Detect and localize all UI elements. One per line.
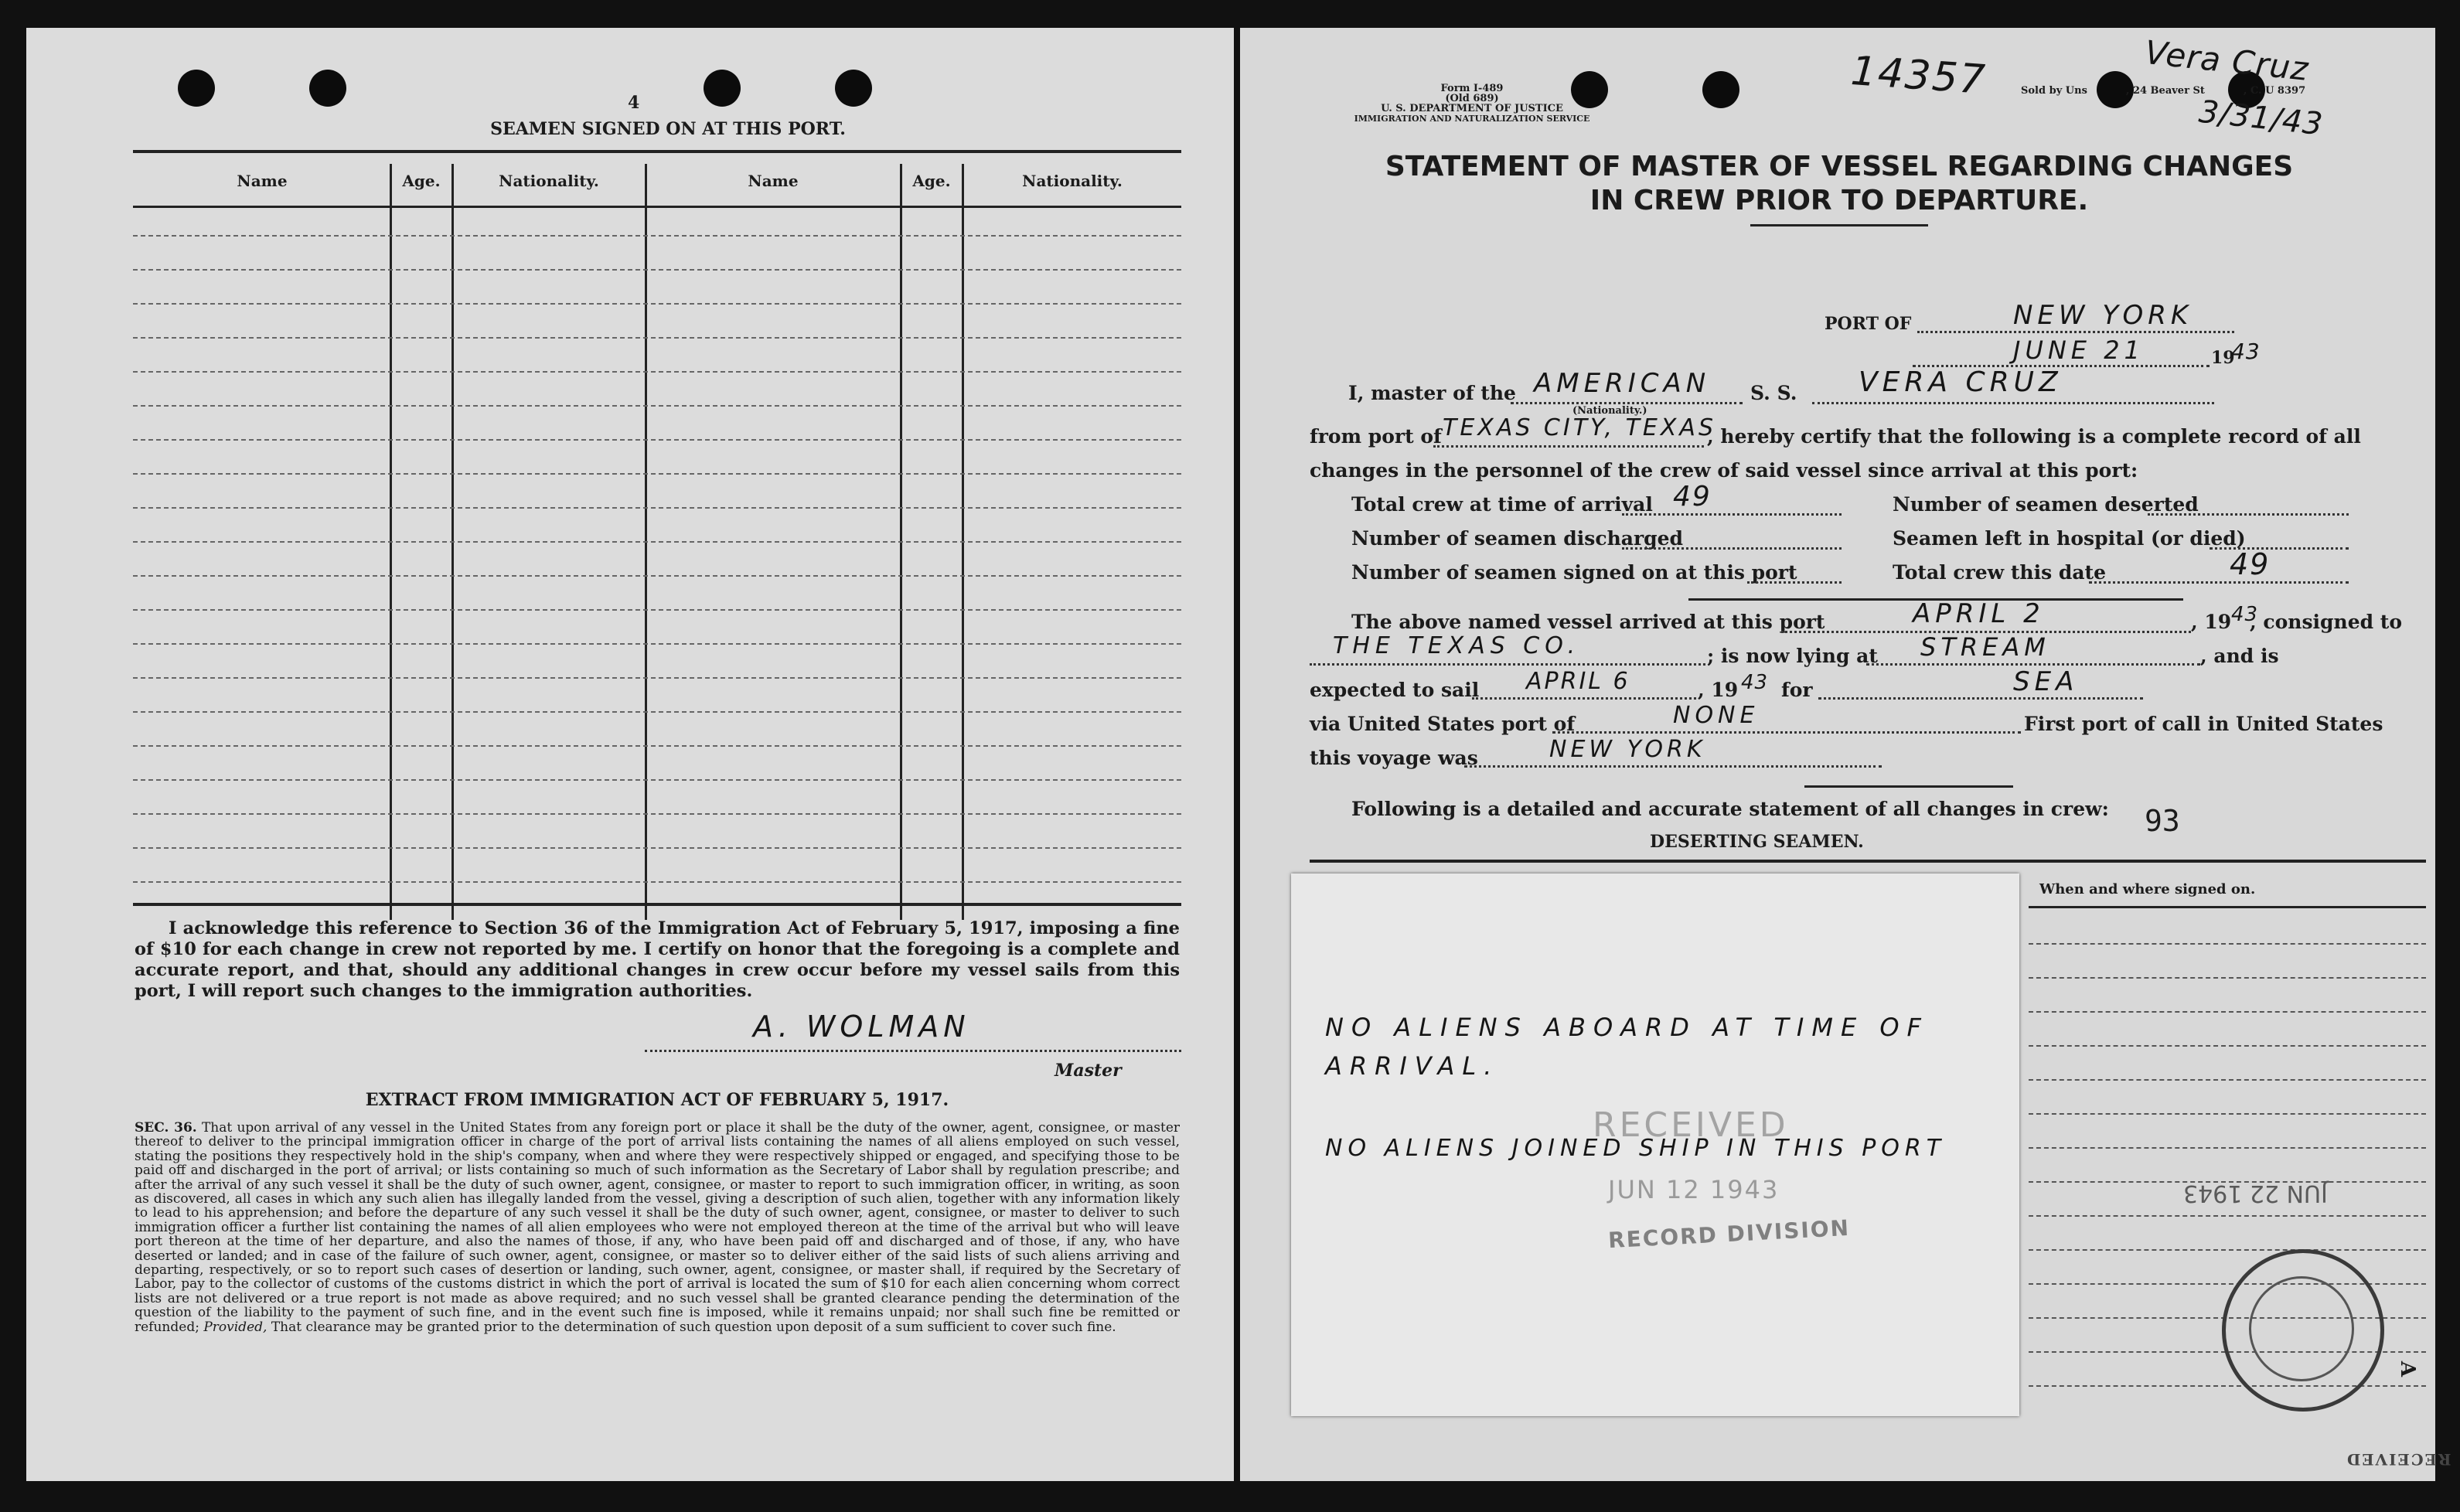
table-row	[133, 371, 1181, 373]
extract-text: That upon arrival of any vessel in the United States from any foreign port or place it shall be the duty of the owner, agent, consignee, or master thereof to deliver to the principal immigration officer in charge of the port of arrival lists containing the names of all aliens employed on such vessel, stating the positions they respectively hold in the ship's company, when and where they were respectively shipped or engaged, and specifying those to be paid off and discharged in the port of arrival; or lists containing so much of such information as the Secretary of Labor shall by regulation prescribe; and after the arrival of any such vessel it shall be the duty of such owner, agent, consignee, or master to report to such immigration officer, in writing, as soon as discovered, all cases in which any such alien has illegally landed from the vessel, giving a description of such alien, together with any information likely to lead to his apprehension; and before the departure of any such vessel it shall be the duty of such owner, agent, consignee, or master to deliver to such immigration officer a further list containing the names of all alien employees who were not employed thereon at the time of the arrival but who will leave port thereon at the time of her departure, and also the names of those, if any, who have been paid off and discharged and of those, if any, who have deserted or landed; and in case of the failure of such owner, agent, consignee, or master so to deliver either of the said lists of such aliens arriving and departing, respectively, or so to report such cases of desertion or landing, such owner, agent, consignee, or master shall, if required by the Secretary of Labor, pay to the collector of customs of the customs district in which the port of arrival is located the sum of $10 for each alien concerning whom correct lists are not delivered or a true report is not made as above required; and no such vessel shall be granted clearance pending the determination of the question of the liability to the payment of such fine, and in the event such fine is imposed, while it remains unpaid; nor shall such fine be remitted or refunded;	[135, 1120, 1181, 1335]
port-of-value: NEW YORK	[2013, 300, 2193, 331]
port-of-line	[1917, 331, 2234, 333]
form-title-line-1: STATEMENT OF MASTER OF VESSEL REGARDING CHANGES	[1385, 151, 2294, 182]
printer-name: Sold by Uns	[2021, 85, 2087, 97]
stamped-page-number: 93	[2145, 804, 2180, 838]
hospital-label: Seamen left in hospital (or died)	[1893, 527, 2246, 550]
consignee-line	[1310, 663, 1705, 666]
column-header-age: Age.	[912, 172, 951, 190]
punch-hole	[704, 70, 741, 107]
table-row	[133, 711, 1181, 713]
handwritten-ship-name: Vera Cruz	[2143, 33, 2311, 88]
table-row	[133, 813, 1181, 815]
round-stamp	[2222, 1249, 2384, 1412]
master-signature: A. WOLMAN	[753, 1010, 970, 1044]
extract-body	[135, 1121, 1180, 1334]
table-row	[133, 439, 1181, 441]
form-number: Form I-489	[1440, 83, 1504, 94]
deserting-seamen-header: DESERTING SEAMEN.	[1650, 832, 1864, 852]
discharged-line	[1622, 547, 1842, 550]
when-where-header: When and where signed on.	[2039, 881, 2256, 897]
nationality-line	[1511, 402, 1743, 404]
via-label: via United States port of	[1310, 713, 1576, 735]
record-division-stamp: RECORD DIVISION	[1607, 1214, 1851, 1254]
pasted-note-slip	[1291, 873, 2019, 1416]
extract-section-label: SEC. 36.	[135, 1120, 197, 1136]
title-underline	[1750, 224, 1928, 226]
arrived-year-value: 43	[2231, 603, 2259, 626]
table-row	[133, 881, 1181, 883]
nationality-value: AMERICAN	[1534, 368, 1711, 399]
total-crew-arrival-value: 49	[1673, 481, 1712, 513]
consignee-value: THE TEXAS CO.	[1333, 632, 1581, 659]
form-old-number: (Old 689)	[1445, 93, 1499, 104]
printer-imprint	[2021, 85, 2305, 97]
table-row	[2029, 1215, 2426, 1217]
table-header-rule	[133, 206, 1181, 208]
certify-text: , hereby certify that the following is a complete record of all	[1707, 425, 2361, 448]
table-title: SEAMEN SIGNED ON AT THIS PORT.	[490, 119, 846, 139]
table-top-rule	[133, 150, 1181, 153]
punch-hole	[178, 70, 215, 107]
table-row	[133, 473, 1181, 475]
total-crew-date-value: 49	[2230, 547, 2271, 581]
round-stamp-inner-ring	[2249, 1276, 2354, 1381]
margin-letter: A	[2396, 1360, 2420, 1377]
year-prefix: 19	[2211, 348, 2235, 368]
for-label: for	[1781, 679, 1813, 701]
note-line-2: ARRIVAL.	[1325, 1051, 1500, 1081]
column-header-name: Name	[237, 172, 288, 190]
punch-hole	[309, 70, 346, 107]
signed-on-line	[1747, 581, 1842, 584]
service-name: IMMIGRATION AND NATURALIZATION SERVICE	[1354, 114, 1590, 124]
consigned-label: , consigned to	[2250, 611, 2403, 633]
deserted-line	[2148, 513, 2349, 516]
received-stamp-date: JUN 12 1943	[1608, 1175, 1780, 1204]
from-port-label: from port of	[1310, 425, 1442, 448]
right-table-header-rule	[2029, 906, 2426, 908]
arrived-label: The above named vessel arrived at this port	[1351, 611, 1825, 633]
table-row	[2029, 1113, 2426, 1115]
this-voyage-label: this voyage was	[1310, 747, 1478, 769]
deserted-label: Number of seamen deserted	[1893, 493, 2199, 516]
table-row	[133, 269, 1181, 271]
column-header-name: Name	[748, 172, 799, 190]
via-line	[1552, 731, 2021, 734]
lying-line	[1866, 663, 2200, 666]
form-title	[1310, 150, 2369, 218]
department-name: U. S. DEPARTMENT OF JUSTICE	[1381, 103, 1563, 114]
and-is-label: , and is	[2200, 645, 2279, 667]
table-row	[133, 677, 1181, 679]
table-row	[2029, 1045, 2426, 1047]
received-stamp: RECEIVED	[1593, 1105, 1789, 1145]
expected-value: APRIL 6	[1526, 668, 1630, 695]
arrived-value: APRIL 2	[1913, 598, 2045, 629]
table-bottom-rule	[133, 903, 1181, 906]
table-row	[133, 303, 1181, 305]
ss-label: S. S.	[1750, 382, 1797, 404]
table-row	[133, 779, 1181, 781]
lying-value: STREAM	[1920, 632, 2050, 662]
this-voyage-line	[1464, 765, 1882, 768]
year-value: 43	[2231, 339, 2261, 364]
note-line-3: NO ALIENS JOINED SHIP IN THIS PORT	[1325, 1135, 1947, 1162]
following-text: Following is a detailed and accurate statement of all changes in crew:	[1351, 798, 2109, 820]
for-value: SEA	[2013, 666, 2079, 697]
port-of-label: PORT OF	[1825, 314, 1912, 334]
this-voyage-value: NEW YORK	[1549, 736, 1706, 763]
table-row	[2029, 1147, 2426, 1149]
arrived-year-prefix: , 19	[2191, 611, 2232, 633]
expected-year-prefix: , 19	[1698, 679, 1739, 701]
page-number: 4	[628, 93, 640, 113]
first-port-label: First port of call in United States	[2024, 713, 2383, 735]
table-row	[133, 541, 1181, 543]
nationality-caption: (Nationality.)	[1572, 405, 1647, 417]
from-port-line	[1433, 445, 1704, 448]
form-header	[1310, 83, 1634, 124]
table-row	[2029, 943, 2426, 945]
printer-address: , 24 Beaver St	[2125, 85, 2205, 97]
round-stamp-date: JUN 22 1943	[2183, 1180, 2328, 1207]
table-row	[133, 575, 1181, 577]
printer-code: , C. U 8397	[2243, 85, 2306, 97]
extract-title: EXTRACT FROM IMMIGRATION ACT OF FEBRUARY 5, 1917.	[365, 1090, 949, 1110]
lying-label: ; is now lying at	[1707, 645, 1878, 667]
signature-line	[645, 1050, 1181, 1052]
signed-on-label: Number of seamen signed on at this port	[1351, 561, 1797, 584]
date-value: JUNE 21	[2013, 335, 2145, 365]
column-header-nationality: Nationality.	[1022, 172, 1123, 190]
via-value: NONE	[1673, 702, 1760, 729]
voyage-divider	[1804, 785, 2013, 788]
table-row	[133, 745, 1181, 747]
master-of-label: I, master of the	[1348, 382, 1516, 404]
punch-hole	[835, 70, 872, 107]
punch-hole	[1702, 71, 1739, 108]
column-header-age: Age.	[402, 172, 441, 190]
extract-proviso: That clearance may be granted prior to the determination of such question upon deposit of a sum sufficient to cover such fine.	[271, 1319, 1116, 1335]
table-row	[2029, 1079, 2426, 1081]
expected-label: expected to sail	[1310, 679, 1480, 701]
table-row	[133, 337, 1181, 339]
table-row	[133, 235, 1181, 237]
handwritten-date: 3/31/43	[2197, 94, 2325, 143]
handwritten-file-number: 14357	[1849, 47, 1988, 104]
table-row	[2029, 1011, 2426, 1013]
total-crew-arrival-label: Total crew at time of arrival	[1351, 493, 1653, 516]
from-port-value: TEXAS CITY, TEXAS	[1443, 414, 1716, 441]
expected-line	[1472, 697, 1696, 700]
acknowledgment-text: I acknowledge this reference to Section 36 of the Immigration Act of February 5, 1917, imposing a fine of $10 for each change in crew not reported by me. I certify on honor that the foregoing is a complete and accurate report, and that, should any additional changes in crew occur before my vessel sails from this port, I will report such changes to the immigration authorities.	[135, 918, 1180, 1001]
deserting-table-top-rule	[1310, 860, 2426, 863]
column-header-nationality: Nationality.	[499, 172, 599, 190]
for-line	[1818, 697, 2143, 700]
total-crew-arrival-line	[1622, 513, 1842, 516]
table-row	[2029, 977, 2426, 979]
discharged-label: Number of seamen discharged	[1351, 527, 1683, 550]
total-crew-date-line	[2089, 581, 2349, 584]
total-crew-date-label: Total crew this date	[1893, 561, 2107, 584]
margin-received-stamp: RECEIVED	[2346, 1450, 2451, 1469]
extract-proviso-label: Provided,	[203, 1319, 267, 1335]
table-row	[133, 609, 1181, 611]
table-row	[133, 847, 1181, 849]
table-row	[133, 643, 1181, 645]
expected-year-value: 43	[1741, 671, 1769, 694]
table-row	[2029, 1249, 2426, 1251]
table-row	[133, 405, 1181, 407]
table-row	[2029, 1385, 2426, 1387]
ship-name-line	[1812, 402, 2214, 404]
master-label: Master	[1055, 1061, 1122, 1081]
note-line-1: NO ALIENS ABOARD AT TIME OF	[1325, 1013, 1929, 1042]
changes-text: changes in the personnel of the crew of said vessel since arrival at this port:	[1310, 459, 2138, 482]
form-title-line-2: IN CREW PRIOR TO DEPARTURE.	[1589, 185, 2089, 216]
table-row	[133, 507, 1181, 509]
left-page	[26, 28, 1234, 1481]
ship-name-value: VERA CRUZ	[1859, 366, 2063, 398]
